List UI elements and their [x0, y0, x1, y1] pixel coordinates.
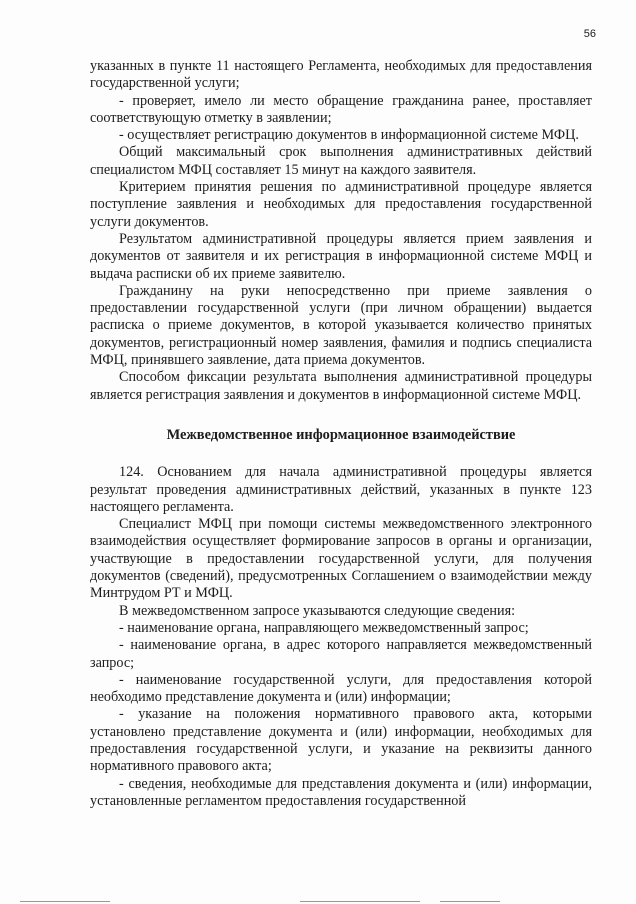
- paragraph: указанных в пункте 11 настоящего Регламента, необходимых для предоставления государственной услуги;: [90, 58, 592, 92]
- paragraph: - наименование государственной услуги, для предоставления которой необходимо представление документа и (или) информации;: [90, 671, 592, 706]
- paragraph: - указание на положения нормативного правового акта, которыми установлено представление документа и (или) информации, необходимых для предоставления государственной услуги, и указание на реквизиты данного нормативного правового акта;: [90, 706, 592, 775]
- document-body: [90, 58, 592, 810]
- paragraphs-before-heading: [90, 58, 592, 404]
- paragraph: - наименование органа, направляющего межведомственный запрос;: [119, 619, 529, 636]
- paragraph: Способом фиксации результата выполнения административной процедуры является регистрация заявления и документов в информационной системе МФЦ.: [90, 369, 592, 403]
- paragraph: Критерием принятия решения по административной процедуре является поступление заявления и необходимых для предоставления государственной услуги документов.: [90, 179, 592, 230]
- scan-edge-mark: [300, 901, 420, 902]
- paragraphs-after-heading: [90, 464, 592, 810]
- paragraph: Общий максимальный срок выполнения административных действий специалистом МФЦ составляет 15 минут на каждого заявителя.: [90, 144, 592, 178]
- paragraph: - наименование органа, в адрес которого направляется межведомственный запрос;: [90, 637, 592, 671]
- paragraph: - сведения, необходимые для представления документа и (или) информации, установленные регламентом предоставления государственной: [90, 775, 592, 809]
- paragraph: Результатом административной процедуры является прием заявления и документов от заявителя и их регистрация в информационной системе МФЦ и выдача расписки об их приеме заявителю.: [90, 230, 592, 282]
- paragraph: Специалист МФЦ при помощи системы межведомственного электронного взаимодействия осуществляет формирование запросов в органы и организации, участвующие в предоставлении государственной услуги, для получения документов (сведений), предусмотренных Соглашением о взаимодействии между Минтрудом РТ и МФЦ.: [90, 516, 592, 602]
- page-number: 56: [583, 28, 596, 40]
- paragraph: Гражданину на руки непосредственно при приеме заявления о предоставлении государственной услуги (при личном обращении) выдается расписка о приеме документов, в которой указывается количество принятых документов, регистрационный номер заявления, фамилия и подпись специалиста МФЦ, принявшего заявление, дата приема документов.: [90, 282, 592, 369]
- paragraph: В межведомственном запросе указываются следующие сведения:: [119, 602, 516, 619]
- paragraph: - проверяет, имело ли место обращение гражданина ранее, проставляет соответствующую отметку в заявлении;: [90, 92, 592, 126]
- section-heading: Межведомственное информационное взаимодействие: [166, 426, 516, 443]
- paragraph: 124. Основанием для начала административной процедуры является результат проведения административных действий, указанных в пункте 123 настоящего регламента.: [90, 464, 592, 515]
- scan-edge-mark: [20, 901, 110, 902]
- scan-edge-mark: [440, 901, 500, 902]
- paragraph: - осуществляет регистрацию документов в информационной системе МФЦ.: [119, 127, 579, 144]
